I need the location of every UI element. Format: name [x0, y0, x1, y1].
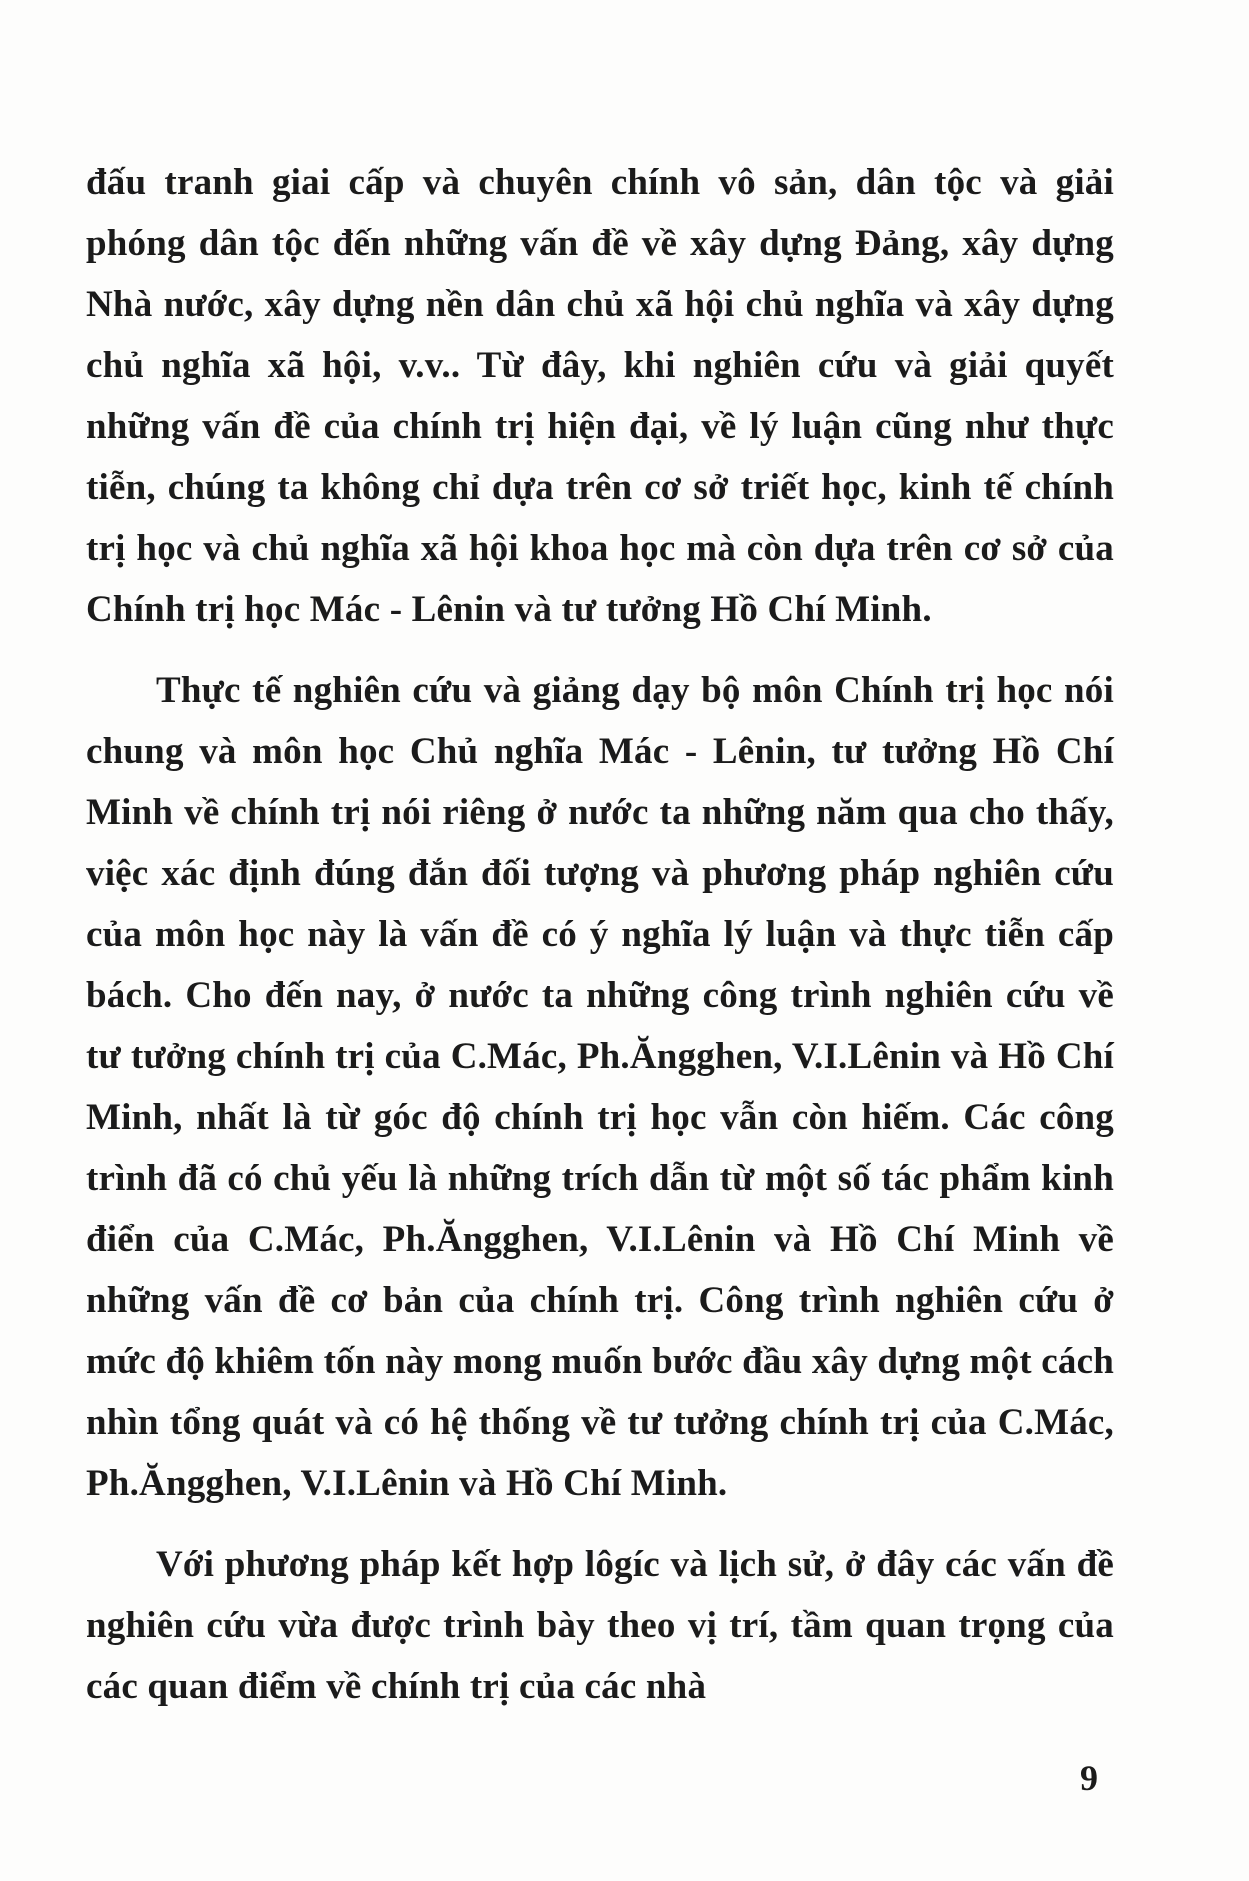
- page-number: 9: [1080, 1758, 1098, 1798]
- paragraph-1: đấu tranh giai cấp và chuyên chính vô sản, dân tộc và giải phóng dân tộc đến những vấn đề về xây dựng Đảng, xây dựng Nhà nước, xây dựng nền dân chủ xã hội chủ nghĩa và xây dựng chủ nghĩa xã hội, v.v.. Từ đây, khi nghiên cứu và giải quyết những vấn đề của chính trị hiện đại, về lý luận cũng như thực tiễn, chúng ta không chỉ dựa trên cơ sở triết học, kinh tế chính trị học và chủ nghĩa xã hội khoa học mà còn dựa trên cơ sở của Chính trị học Mác - Lênin và tư tưởng Hồ Chí Minh.: [86, 162, 1114, 630]
- body-text: [86, 152, 1114, 1737]
- paragraph-2: Thực tế nghiên cứu và giảng dạy bộ môn Chính trị học nói chung và môn học Chủ nghĩa Mác - Lênin, tư tưởng Hồ Chí Minh về chính trị nói riêng ở nước ta những năm qua cho thấy, việc xác định đúng đắn đối tượng và phương pháp nghiên cứu của môn học này là vấn đề có ý nghĩa lý luận và thực tiễn cấp bách. Cho đến nay, ở nước ta những công trình nghiên cứu về tư tưởng chính trị của C.Mác, Ph.Ăngghen, V.I.Lênin và Hồ Chí Minh, nhất là từ góc độ chính trị học vẫn còn hiếm. Các công trình đã có chủ yếu là những trích dẫn từ một số tác phẩm kinh điển của C.Mác, Ph.Ăngghen, V.I.Lênin và Hồ Chí Minh về những vấn đề cơ bản của chính trị. Công trình nghiên cứu ở mức độ khiêm tốn này mong muốn bước đầu xây dựng một cách nhìn tổng quát và có hệ thống về tư tưởng chính trị của C.Mác, Ph.Ăngghen, V.I.Lênin và Hồ Chí Minh.: [86, 670, 1114, 1504]
- paragraph-3: Với phương pháp kết hợp lôgíc và lịch sử, ở đây các vấn đề nghiên cứu vừa được trình bày theo vị trí, tầm quan trọng của các quan điểm về chính trị của các nhà: [86, 1544, 1114, 1707]
